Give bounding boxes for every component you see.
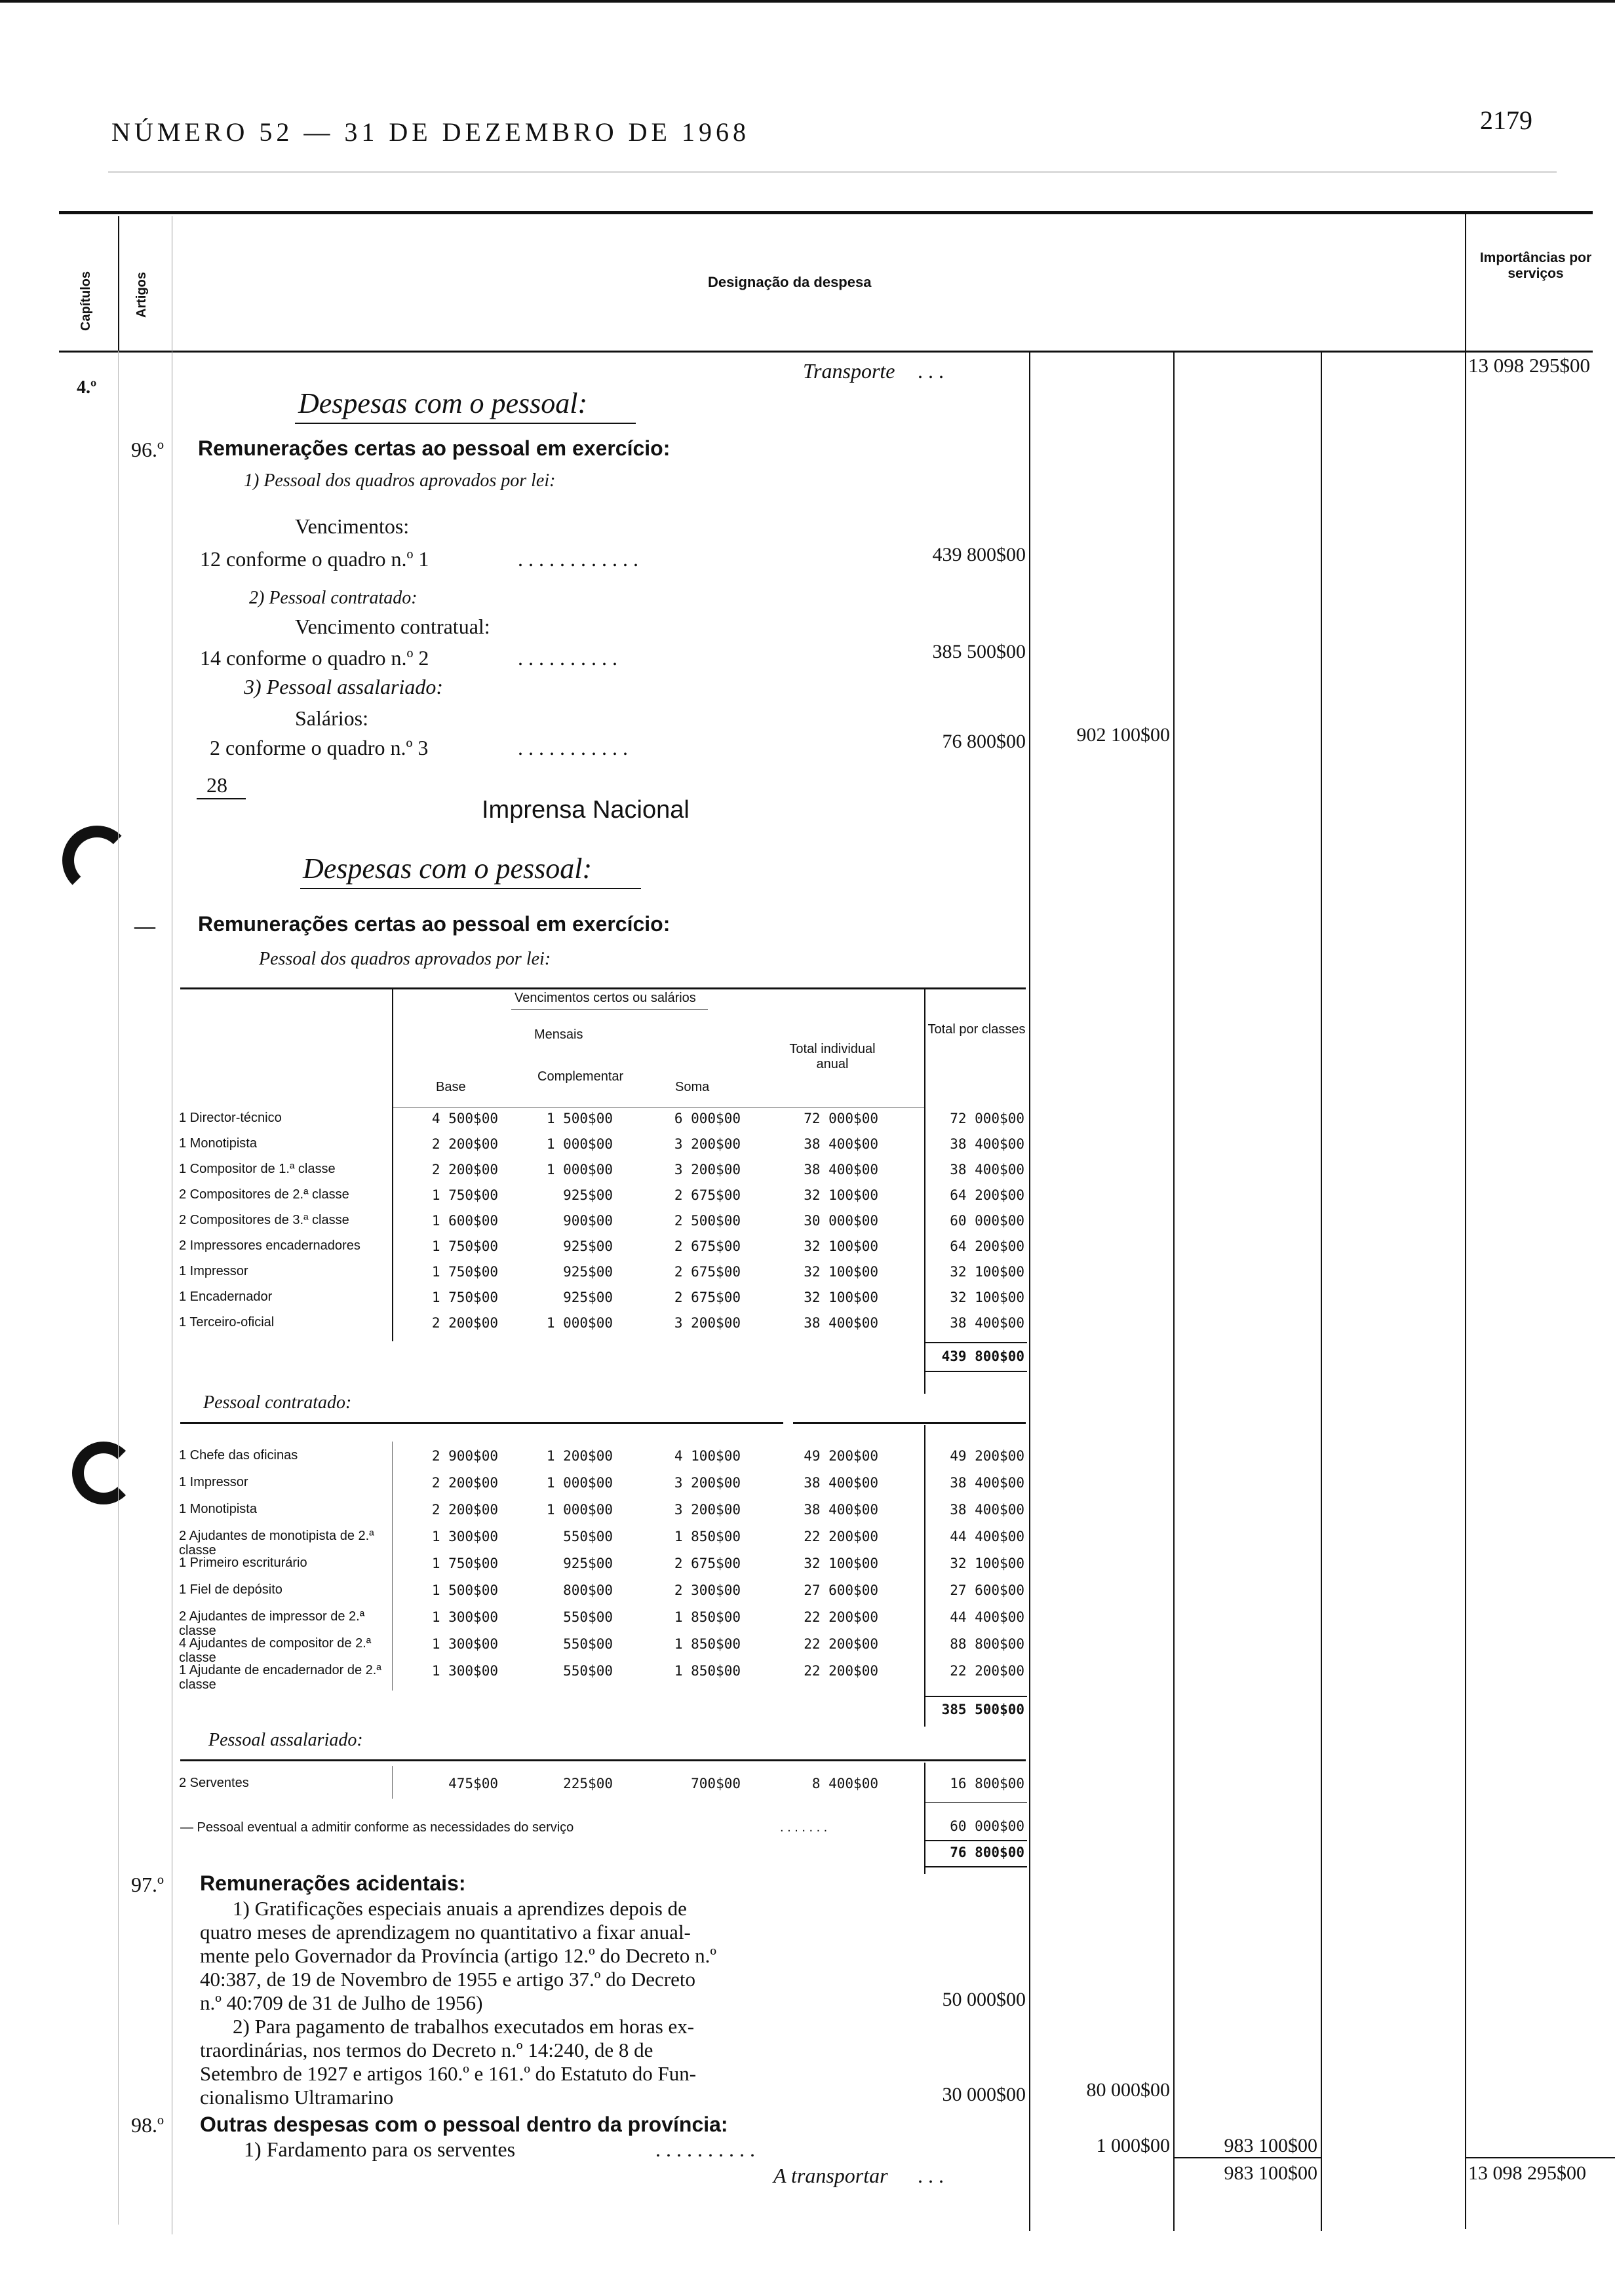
row-complementar: 550$00 <box>563 1636 613 1652</box>
row-anual: 32 100$00 <box>804 1238 878 1254</box>
imprensa-subtitle: Despesas com o pessoal: <box>303 852 593 885</box>
q3-desc: 2 Serventes <box>179 1776 249 1790</box>
row-complementar: 1 500$00 <box>546 1111 613 1126</box>
row-desc: 2 Impressores encadernadores <box>179 1238 360 1253</box>
q3-base: 475$00 <box>448 1776 498 1791</box>
row-complementar: 1 000$00 <box>546 1475 613 1491</box>
line-item-3: 2 conforme o quadro n.º 3 <box>210 736 429 759</box>
row-base: 1 300$00 <box>431 1663 498 1679</box>
row-complementar: 900$00 <box>563 1213 613 1229</box>
quadro-top-rule <box>180 987 1026 989</box>
a-transportar-label: A transportar <box>773 2164 888 2187</box>
quadro-3-top-rule <box>180 1759 1026 1761</box>
row-soma: 2 675$00 <box>674 1187 741 1203</box>
row-total: 88 800$00 <box>950 1636 1024 1652</box>
paragraph-line: quatro meses de aprendizagem no quantitativo a fixar anual- <box>200 1921 691 1943</box>
article-97-total: 80 000$00 <box>1086 2079 1170 2101</box>
dots: . . . <box>918 2164 944 2187</box>
line-item-3-value: 76 800$00 <box>942 731 1026 752</box>
row-base: 1 300$00 <box>431 1609 498 1625</box>
row-soma: 1 850$00 <box>674 1663 741 1679</box>
q3-soma: 700$00 <box>691 1776 741 1791</box>
row-soma: 4 100$00 <box>674 1448 741 1464</box>
row-anual: 22 200$00 <box>804 1609 878 1625</box>
row-base: 1 750$00 <box>431 1238 498 1254</box>
imprensa-subtitle-underline <box>300 888 641 889</box>
row-complementar: 925$00 <box>563 1290 613 1305</box>
reference-rule <box>197 798 246 799</box>
row-base: 2 200$00 <box>431 1315 498 1331</box>
col-divider-cap <box>118 216 119 351</box>
dots: . . . . . . . . . . <box>655 2137 755 2161</box>
row-desc: 1 Primeiro escriturário <box>179 1556 307 1570</box>
article-97-title: Remunerações acidentais: <box>200 1871 466 1895</box>
header-capitulos: Capítulos <box>79 271 93 331</box>
quadro-3-total: 76 800$00 <box>950 1845 1024 1860</box>
row-soma: 3 200$00 <box>674 1475 741 1491</box>
row-desc: 1 Compositor de 1.ª classe <box>179 1162 336 1176</box>
row-anual: 38 400$00 <box>804 1315 878 1331</box>
quadro-2-col-desc <box>392 1442 393 1691</box>
qhead-soma: Soma <box>675 1080 710 1094</box>
row-base: 4 500$00 <box>431 1111 498 1126</box>
qhead-anual: Total individual anual <box>789 1042 876 1071</box>
binding-hole-mark <box>62 826 132 895</box>
table-header-rule <box>59 351 1593 353</box>
row-soma: 2 500$00 <box>674 1213 741 1229</box>
row-desc: 1 Chefe das oficinas <box>179 1448 298 1463</box>
dots: . . . . . . . <box>780 1820 828 1835</box>
row-base: 1 500$00 <box>431 1582 498 1598</box>
col-divider-4 <box>1173 351 1175 2231</box>
quadro-3-title: Pessoal assalariado: <box>208 1730 363 1750</box>
row-soma: 1 850$00 <box>674 1609 741 1625</box>
row-total: 38 400$00 <box>950 1162 1024 1177</box>
q3-anual: 8 400$00 <box>811 1776 878 1791</box>
quadro-2-title: Pessoal contratado: <box>203 1392 352 1413</box>
row-total: 44 400$00 <box>950 1529 1024 1544</box>
quadro-header-rule <box>393 1107 924 1108</box>
row-desc: 1 Ajudante de encadernador de 2.ª classe <box>179 1663 381 1692</box>
dots: . . . . . . . . . . <box>518 646 617 670</box>
row-anual: 22 200$00 <box>804 1636 878 1652</box>
row-desc: 1 Monotipista <box>179 1502 257 1516</box>
line-item-1: 12 conforme o quadro n.º 1 <box>200 547 429 571</box>
col-divider-imp <box>1465 211 1466 2229</box>
row-soma: 2 675$00 <box>674 1238 741 1254</box>
quadro-3-bottom-rule <box>925 1866 1027 1867</box>
imprensa-dash: — <box>134 914 155 938</box>
row-complementar: 925$00 <box>563 1187 613 1203</box>
row-anual: 27 600$00 <box>804 1582 878 1598</box>
col-divider-cap-body <box>118 351 119 2225</box>
quadro-3-total-rule <box>925 1840 1027 1841</box>
paragraph-line: 1) Gratificações especiais anuais a aprendizes depois de <box>233 1897 687 1920</box>
row-complementar: 1 000$00 <box>546 1315 613 1331</box>
salaries-label: Vencimentos: <box>295 514 410 538</box>
a-transportar-total: 13 098 295$00 <box>1468 2162 1586 2184</box>
page-header: NÚMERO 52 — 31 DE DEZEMBRO DE 1968 <box>111 117 750 147</box>
header-importancias: Importâncias por serviços <box>1479 250 1592 281</box>
paragraph-line: n.º 40:709 de 31 de Julho de 1956) <box>200 1991 483 2014</box>
row-base: 1 750$00 <box>431 1187 498 1203</box>
row-complementar: 925$00 <box>563 1264 613 1280</box>
row-anual: 49 200$00 <box>804 1448 878 1464</box>
article-98-value-1: 1 000$00 <box>1096 2135 1170 2156</box>
header-designacao: Designação da despesa <box>708 274 872 290</box>
row-desc: 1 Impressor <box>179 1475 248 1489</box>
transportar-rule <box>1173 2157 1321 2158</box>
row-base: 1 600$00 <box>431 1213 498 1229</box>
article-98-sum: 983 100$00 <box>1224 2135 1317 2156</box>
row-desc: 1 Encadernador <box>179 1290 273 1304</box>
paragraph-line: Setembro de 1927 e artigos 160.º e 161.º do Estatuto do Fun- <box>200 2062 697 2085</box>
row-anual: 22 200$00 <box>804 1529 878 1544</box>
staff-group-1: 1) Pessoal dos quadros aprovados por lei: <box>244 470 556 491</box>
article-98-number: 98.º <box>131 2113 164 2137</box>
row-total: 44 400$00 <box>950 1609 1024 1625</box>
article-96-number: 96.º <box>131 438 164 461</box>
quadro-2-col-total <box>924 1425 925 1727</box>
row-total: 64 200$00 <box>950 1238 1024 1254</box>
row-soma: 2 300$00 <box>674 1582 741 1598</box>
row-complementar: 550$00 <box>563 1663 613 1679</box>
row-base: 1 750$00 <box>431 1290 498 1305</box>
row-base: 1 750$00 <box>431 1556 498 1571</box>
quadro-3-col-total <box>924 1763 925 1874</box>
top-edge-rule <box>0 0 1615 3</box>
paragraph-line: 2) Para pagamento de trabalhos executados em horas ex- <box>233 2015 695 2038</box>
section-1-total: 902 100$00 <box>1076 724 1170 746</box>
reference-number: 28 <box>206 773 227 797</box>
row-desc: 1 Terceiro-oficial <box>179 1315 275 1330</box>
transporte-dots: . . . <box>918 359 944 383</box>
header-artigos: Artigos <box>134 272 149 318</box>
q3-total: 16 800$00 <box>950 1776 1024 1791</box>
quadro-2-top-rule <box>180 1422 783 1424</box>
quadro-col-total <box>924 987 925 1394</box>
eventual-rule <box>925 1802 1027 1803</box>
row-soma: 1 850$00 <box>674 1529 741 1544</box>
a-transportar-sum: 983 100$00 <box>1224 2162 1317 2184</box>
row-desc: 2 Compositores de 2.ª classe <box>179 1187 349 1202</box>
row-total: 38 400$00 <box>950 1315 1024 1331</box>
table-top-rule <box>59 211 1593 214</box>
paragraph-line: mente pelo Governador da Província (artigo 12.º do Decreto n.º <box>200 1944 716 1967</box>
row-total: 49 200$00 <box>950 1448 1024 1464</box>
quadro-1-total-rule <box>925 1342 1027 1343</box>
row-complementar: 550$00 <box>563 1609 613 1625</box>
row-desc: 2 Ajudantes de impressor de 2.ª classe <box>179 1609 365 1638</box>
quadro-1-bottom-rule <box>925 1371 1027 1372</box>
dots: . . . . . . . . . . . . <box>518 547 638 571</box>
quadro-3-col-desc <box>392 1766 393 1799</box>
row-complementar: 800$00 <box>563 1582 613 1598</box>
row-desc: 1 Impressor <box>179 1264 248 1278</box>
row-base: 2 200$00 <box>431 1502 498 1518</box>
qhead-vencimentos: Vencimentos certos ou salários <box>515 991 696 1005</box>
transporte-label: Transporte <box>803 359 895 383</box>
row-desc: 4 Ajudantes de compositor de 2.ª classe <box>179 1636 372 1665</box>
row-soma: 3 200$00 <box>674 1162 741 1177</box>
row-anual: 32 100$00 <box>804 1187 878 1203</box>
row-total: 27 600$00 <box>950 1582 1024 1598</box>
row-complementar: 550$00 <box>563 1529 613 1544</box>
qhead-complementar: Complementar <box>537 1069 624 1084</box>
dots: . . . . . . . . . . . <box>518 736 628 759</box>
row-desc: 1 Monotipista <box>179 1136 257 1151</box>
row-soma: 3 200$00 <box>674 1502 741 1518</box>
quadro-col-desc <box>392 987 393 1341</box>
q3-comp: 225$00 <box>563 1776 613 1791</box>
row-soma: 1 850$00 <box>674 1636 741 1652</box>
quadro-mensais-rule <box>511 1009 708 1010</box>
row-total: 38 400$00 <box>950 1502 1024 1518</box>
article-98-title: Outras despesas com o pessoal dentro da província: <box>200 2113 728 2136</box>
imprensa-remuneration-title: Remunerações certas ao pessoal em exercício: <box>198 912 671 936</box>
line-item-2: 14 conforme o quadro n.º 2 <box>200 646 429 670</box>
row-anual: 32 100$00 <box>804 1264 878 1280</box>
paragraph-line: 40:387, de 19 de Novembro de 1955 e artigo 37.º do Decreto <box>200 1968 696 1991</box>
row-anual: 22 200$00 <box>804 1663 878 1679</box>
row-soma: 2 675$00 <box>674 1264 741 1280</box>
row-base: 2 200$00 <box>431 1136 498 1152</box>
eventual-desc: — Pessoal eventual a admitir conforme as necessidades do serviço <box>180 1820 574 1835</box>
row-anual: 30 000$00 <box>804 1213 878 1229</box>
row-total: 64 200$00 <box>950 1187 1024 1203</box>
binding-hole-mark <box>72 1442 135 1504</box>
section-title-underline <box>295 423 636 424</box>
staff-group-2: 2) Pessoal contratado: <box>249 588 418 608</box>
row-base: 2 200$00 <box>431 1162 498 1177</box>
row-desc: 2 Ajudantes de monotipista de 2.ª classe <box>179 1529 374 1558</box>
article-97-value-1: 50 000$00 <box>942 1989 1026 2010</box>
row-base: 2 200$00 <box>431 1475 498 1491</box>
row-complementar: 1 000$00 <box>546 1502 613 1518</box>
section-title: Despesas com o pessoal: <box>298 387 588 419</box>
qhead-total: Total por classes <box>927 1022 1026 1037</box>
article-97-value-2: 30 000$00 <box>942 2084 1026 2105</box>
row-anual: 38 400$00 <box>804 1162 878 1177</box>
row-total: 38 400$00 <box>950 1475 1024 1491</box>
row-base: 1 300$00 <box>431 1529 498 1544</box>
row-complementar: 925$00 <box>563 1556 613 1571</box>
paragraph-line: cionalismo Ultramarino <box>200 2086 394 2109</box>
article-98-line-1: 1) Fardamento para os serventes <box>244 2137 516 2161</box>
transporte-value: 13 098 295$00 <box>1468 354 1590 377</box>
row-anual: 32 100$00 <box>804 1556 878 1571</box>
article-96-title: Remunerações certas ao pessoal em exercício: <box>198 436 671 460</box>
row-total: 32 100$00 <box>950 1264 1024 1280</box>
eventual-total: 60 000$00 <box>950 1818 1024 1834</box>
row-total: 32 100$00 <box>950 1556 1024 1571</box>
row-base: 2 900$00 <box>431 1448 498 1464</box>
quadro-2-top-rule-b <box>793 1422 1026 1424</box>
row-soma: 2 675$00 <box>674 1556 741 1571</box>
row-anual: 72 000$00 <box>804 1111 878 1126</box>
row-anual: 38 400$00 <box>804 1475 878 1491</box>
quadro-1-total: 439 800$00 <box>941 1349 1024 1364</box>
row-complementar: 1 200$00 <box>546 1448 613 1464</box>
row-complementar: 925$00 <box>563 1238 613 1254</box>
col-divider-3 <box>1029 351 1030 2231</box>
row-total: 22 200$00 <box>950 1663 1024 1679</box>
contract-salary-label: Vencimento contratual: <box>295 615 490 638</box>
qhead-base: Base <box>436 1080 466 1094</box>
total-rule <box>1466 2157 1615 2158</box>
row-total: 38 400$00 <box>950 1136 1024 1152</box>
row-base: 1 300$00 <box>431 1636 498 1652</box>
line-item-2-value: 385 500$00 <box>932 641 1026 662</box>
row-desc: 1 Director-técnico <box>179 1111 282 1125</box>
quadro-2-total-rule <box>925 1696 1027 1697</box>
row-total: 32 100$00 <box>950 1290 1024 1305</box>
imprensa-title: Imprensa Nacional <box>482 796 690 824</box>
row-soma: 2 675$00 <box>674 1290 741 1305</box>
paragraph-line: traordinárias, nos termos do Decreto n.º 14:240, de 8 de <box>200 2038 653 2061</box>
row-desc: 2 Compositores de 3.ª classe <box>179 1213 349 1227</box>
quadro-2-total: 385 500$00 <box>941 1702 1024 1717</box>
row-anual: 32 100$00 <box>804 1290 878 1305</box>
row-soma: 6 000$00 <box>674 1111 741 1126</box>
staff-group-3: 3) Pessoal assalariado: <box>244 675 443 698</box>
row-desc: 1 Fiel de depósito <box>179 1582 282 1597</box>
row-anual: 38 400$00 <box>804 1136 878 1152</box>
article-97-number: 97.º <box>131 1873 164 1896</box>
col-divider-5 <box>1321 351 1322 2231</box>
qhead-mensais: Mensais <box>534 1027 583 1042</box>
wages-label: Salários: <box>295 706 368 730</box>
chapter-number: 4.º <box>77 377 97 398</box>
row-total: 60 000$00 <box>950 1213 1024 1229</box>
row-base: 1 750$00 <box>431 1264 498 1280</box>
row-anual: 38 400$00 <box>804 1502 878 1518</box>
row-soma: 3 200$00 <box>674 1315 741 1331</box>
row-soma: 3 200$00 <box>674 1136 741 1152</box>
page-number: 2179 <box>1480 105 1532 135</box>
row-complementar: 1 000$00 <box>546 1162 613 1177</box>
row-complementar: 1 000$00 <box>546 1136 613 1152</box>
row-total: 72 000$00 <box>950 1111 1024 1126</box>
imprensa-staff-group: Pessoal dos quadros aprovados por lei: <box>259 949 551 969</box>
line-item-1-value: 439 800$00 <box>932 544 1026 565</box>
